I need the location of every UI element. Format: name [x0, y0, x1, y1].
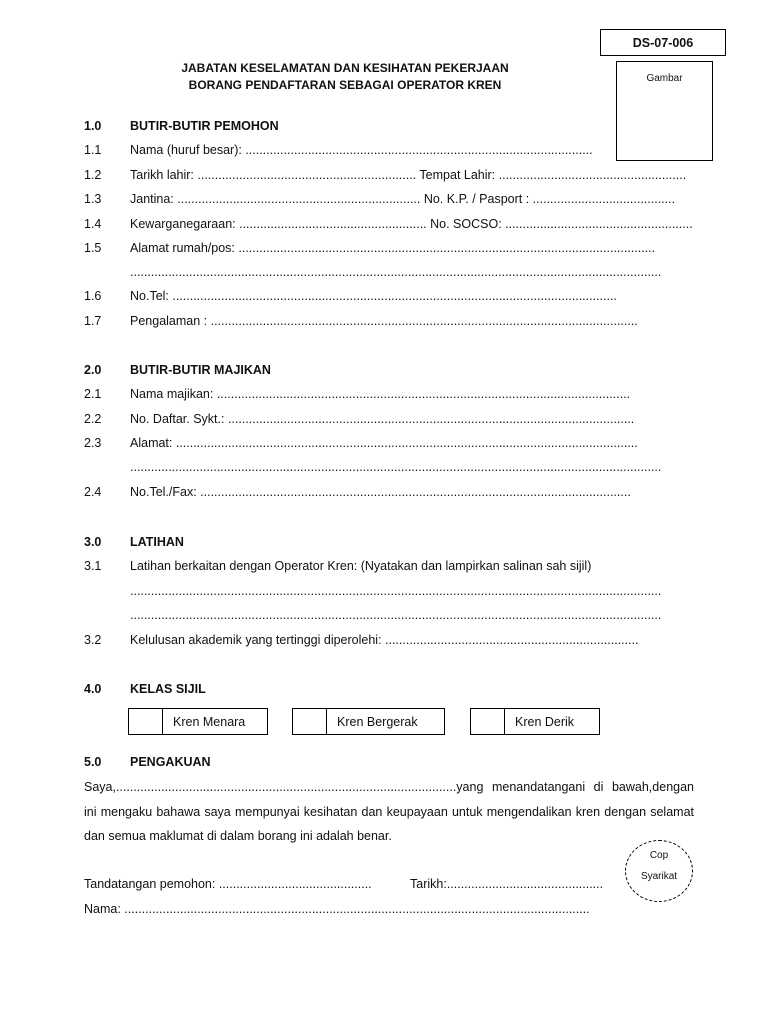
stamp-line1: Cop	[649, 850, 669, 861]
field-applicant-signature[interactable]: Tandatangan pemohon: ............................................	[84, 877, 372, 891]
section-5-title: PENGAKUAN	[130, 755, 211, 769]
field-3-1-number: 3.1	[84, 559, 102, 573]
checkbox-kren-menara[interactable]	[128, 708, 268, 735]
section-3-title: LATIHAN	[130, 535, 184, 549]
checkbox-square[interactable]	[293, 709, 327, 734]
section-5-number: 5.0	[84, 755, 102, 769]
section-1-number: 1.0	[84, 119, 102, 133]
header-form-title: BORANG PENDAFTARAN SEBAGAI OPERATOR KREN	[188, 78, 502, 92]
field-1-1-number: 1.1	[84, 143, 102, 157]
field-training-label: Latihan berkaitan dengan Operator Kren: (Nyatakan dan lampirkan salinan sah sijil)	[130, 559, 592, 573]
photo-label: Gambar	[646, 73, 683, 84]
declaration-text: Saya,..................................................................................................yang menandatangani di bawah,dengan ini mengaku bahawa saya mempunyai kesihatan dan keupayaan untuk mengendalikan kren dengan selamat dan semua maklumat di dalam borang ini adalah benar.	[84, 780, 694, 843]
field-signature-date[interactable]: Tarikh:.............................................	[410, 877, 604, 891]
field-1-3-number: 1.3	[84, 192, 102, 206]
field-1-4-number: 1.4	[84, 217, 102, 231]
section-2-title: BUTIR-BUTIR MAJIKAN	[130, 363, 271, 377]
checkbox-kren-bergerak[interactable]	[292, 708, 445, 735]
field-home-address-line2[interactable]: .........................................................................................................................................................	[130, 265, 662, 279]
field-2-1-number: 2.1	[84, 387, 102, 401]
stamp-line2: Syarikat	[640, 871, 678, 882]
checkbox-square[interactable]	[471, 709, 505, 734]
field-employer-address[interactable]: Alamat: .....................................................................................................................................	[130, 436, 638, 450]
section-3-number: 3.0	[84, 535, 102, 549]
field-signatory-name[interactable]: Nama: ......................................................................................................................................	[84, 902, 590, 916]
field-training-line1[interactable]: .........................................................................................................................................................	[130, 584, 662, 598]
field-phone[interactable]: No.Tel: ................................................................................................................................	[130, 289, 617, 303]
field-nationality-socso[interactable]: Kewarganegaraan: ...................................................... No. SOCSO: ......................................................	[130, 217, 693, 231]
checkbox-label: Kren Derik	[515, 714, 575, 729]
field-1-5-number: 1.5	[84, 241, 102, 255]
field-3-2-number: 3.2	[84, 633, 102, 647]
checkbox-square[interactable]	[129, 709, 163, 734]
document-code: DS-07-006	[600, 29, 726, 56]
field-1-2-number: 1.2	[84, 168, 102, 182]
field-gender-ic[interactable]: Jantina: ...................................................................... No. K.P. / Pasport : .........................................	[130, 192, 676, 206]
checkbox-label: Kren Menara	[173, 714, 246, 729]
field-experience[interactable]: Pengalaman : ...........................................................................................................................	[130, 314, 638, 328]
checkbox-kren-derik[interactable]	[470, 708, 600, 735]
field-home-address[interactable]: Alamat rumah/pos: ........................................................................................................................	[130, 241, 656, 255]
field-employer-address-line2[interactable]: .........................................................................................................................................................	[130, 460, 662, 474]
section-2-number: 2.0	[84, 363, 102, 377]
field-2-2-number: 2.2	[84, 412, 102, 426]
field-1-6-number: 1.6	[84, 289, 102, 303]
field-company-reg-no[interactable]: No. Daftar. Sykt.: .....................................................................................................................	[130, 412, 635, 426]
section-1-title: BUTIR-BUTIR PEMOHON	[130, 119, 279, 133]
field-academic-qualification[interactable]: Kelulusan akademik yang tertinggi diperolehi: .........................................................................	[130, 633, 639, 647]
field-applicant-name[interactable]: Nama (huruf besar): ....................................................................................................	[130, 143, 593, 157]
header-department: JABATAN KESELAMATAN DAN KESIHATAN PEKERJAAN	[181, 61, 509, 75]
field-2-3-number: 2.3	[84, 436, 102, 450]
checkbox-label: Kren Bergerak	[337, 714, 418, 729]
field-birth-date-place[interactable]: Tarikh lahir: ............................................................... Tempat Lahir: ......................................................	[130, 168, 687, 182]
field-employer-name[interactable]: Nama majikan: .......................................................................................................................	[130, 387, 631, 401]
photo-box[interactable]	[616, 61, 713, 161]
field-training-line2[interactable]: .........................................................................................................................................................	[130, 608, 662, 622]
section-4-title: KELAS SIJIL	[130, 682, 206, 696]
field-2-4-number: 2.4	[84, 485, 102, 499]
field-1-7-number: 1.7	[84, 314, 102, 328]
company-stamp	[625, 840, 693, 902]
section-4-number: 4.0	[84, 682, 102, 696]
field-employer-phone-fax[interactable]: No.Tel./Fax: ............................................................................................................................	[130, 485, 631, 499]
